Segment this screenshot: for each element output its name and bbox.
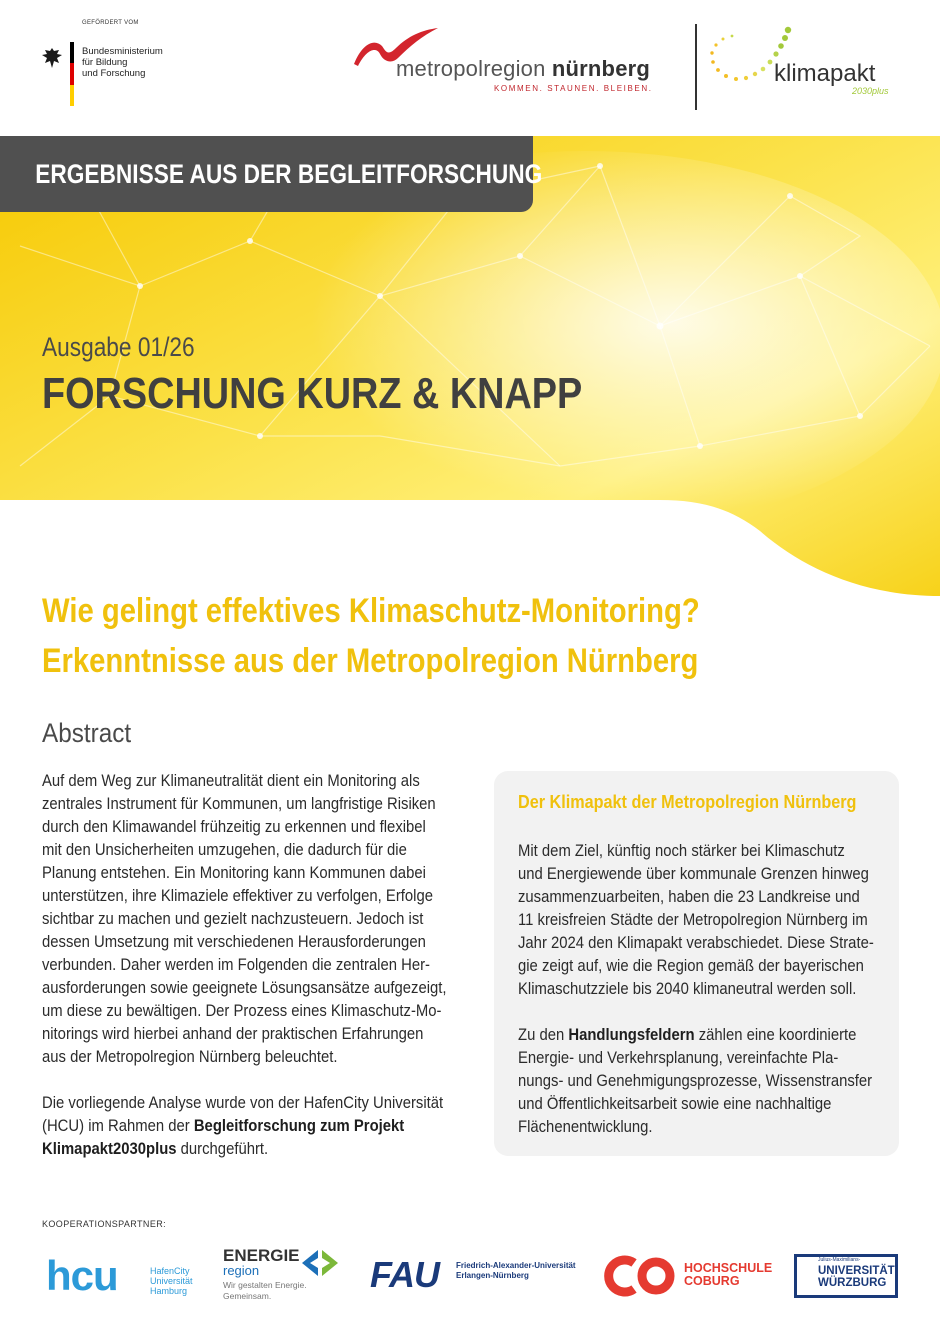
abstract-line: Auf dem Weg zur Klimaneutralität dient ein Monitoring als (42, 772, 420, 790)
abstract-line: unterstützen, ihre Klimaziele effektiver zu verfolgen, Erfolge (42, 887, 433, 905)
info-box-heading: Der Klimapakt der Metropolregion Nürnberg (518, 792, 857, 812)
abstract-line: dessen Umsetzung mit verschiedenen Herausforderungen (42, 933, 426, 951)
info-line: zusammenzuarbeiten, haben die 23 Landkreise und (518, 888, 860, 906)
abstract-line: um diese zu bewältigen. Der Prozess eines Klimaschutz-Mo- (42, 1002, 442, 1020)
abstract-line: Klimapakt2030plus durchgeführt. (42, 1140, 269, 1158)
article-headline (42, 586, 700, 686)
info-line: gie zeigt auf, wie die Region gemäß der bayerischen (518, 957, 864, 975)
abstract-line: ausforderungen sowie geeignete Lösungsansätze aufgezeigt, (42, 979, 447, 997)
info-line: 11 kreisfreien Städte der Metropolregion Nürnberg im (518, 911, 868, 929)
abstract-line: zentrales Instrument für Kommunen, um langfristige Risiken (42, 795, 436, 813)
klimapakt-logo-suffix: 2030plus (852, 86, 889, 96)
abstract-line: nitorings wird hierbei anhand der praktischen Erfahrungen (42, 1025, 424, 1043)
info-line: Klimaschutzziele bis 2040 klimaneutral werden soll. (518, 980, 857, 998)
abstract-line: Die vorliegende Analyse wurde von der HafenCity Universität (42, 1094, 444, 1112)
abstract-line: Planung entstehen. Ein Monitoring kann Kommunen dabei (42, 864, 426, 882)
abstract-heading: Abstract (42, 718, 132, 748)
publication-title: FORSCHUNG KURZ & KNAPP (42, 369, 583, 418)
fau-logo-text: Friedrich-Alexander-Universität Erlangen-Nürnberg (456, 1261, 576, 1280)
abstract-line: sichtbar zu machen und gezielt nachzusteuern. Jedoch ist (42, 910, 424, 928)
wuerzburg-logo-text: UNIVERSITÄT WÜRZBURG (818, 1265, 895, 1289)
abstract-line: (HCU) im Rahmen der Begleitforschung zum Projekt (42, 1117, 405, 1135)
energieregion-logo-region: region (223, 1263, 260, 1278)
bmbf-funded-by: GEFÖRDERT VOM (82, 20, 139, 26)
hcu-logo-text: HafenCity Universität Hamburg (150, 1266, 193, 1296)
info-line: Mit dem Ziel, künftig noch stärker bei Klimaschutz (518, 842, 845, 860)
energieregion-arrows-icon (296, 1246, 344, 1280)
coburg-logo-text: HOCHSCHULE COBURG (684, 1261, 773, 1288)
header-divider (695, 24, 697, 110)
headline-line-2: Erkenntnisse aus der Metropolregion Nürnberg (42, 642, 699, 680)
federal-eagle-icon (40, 46, 64, 70)
banner-text: ERGEBNISSE AUS DER BEGLEITFORSCHUNG (35, 158, 543, 189)
info-line: und Energiewende über kommunale Grenzen hinweg (518, 865, 869, 883)
abstract-text (42, 770, 492, 1161)
german-flag-stripe (70, 42, 74, 106)
energieregion-logo-slogan: Wir gestalten Energie. Gemeinsam. (223, 1280, 307, 1301)
info-line: Energie- und Verkehrsplanung, vereinfachte Pla- (518, 1049, 839, 1067)
fau-logo-mark: FAU (370, 1254, 439, 1295)
energieregion-logo-title: ENERGIE (223, 1246, 300, 1265)
abstract-line: durch den Klimawandel frühzeitig zu erkennen und flexibel (42, 818, 426, 836)
klimapakt-logo-text: klimapakt (774, 60, 876, 87)
coburg-logo-icon (604, 1255, 678, 1297)
info-line: nungs- und Genehmigungsprozesse, Wissenstransfer (518, 1072, 873, 1090)
partners-label: KOOPERATIONSPARTNER: (42, 1219, 167, 1229)
abstract-line: aus der Metropolregion Nürnberg beleuchtet. (42, 1048, 338, 1066)
hcu-logo-mark: hcu (46, 1252, 118, 1299)
info-box-text (518, 840, 913, 1139)
info-line: Flächenentwicklung. (518, 1118, 653, 1136)
headline-line-1: Wie gelingt effektives Klimaschutz-Monitoring? (42, 592, 700, 630)
info-line: Zu den Handlungsfeldern zählen eine koordinierte (518, 1026, 857, 1044)
abstract-line: verbunden. Daher werden im Folgenden die zentralen Her- (42, 956, 430, 974)
wuerzburg-logo-small: Julius-Maximilians- (818, 1257, 861, 1263)
info-line: und Öffentlichkeitsarbeit sowie eine nachhaltige (518, 1095, 832, 1113)
section-banner (0, 136, 543, 212)
abstract-line: mit den Unsicherheiten umzugehen, die dadurch für die (42, 841, 407, 859)
info-line: Jahr 2024 den Klimapakt verabschiedet. Diese Strate- (518, 934, 874, 952)
metropolregion-tagline: KOMMEN. STAUNEN. BLEIBEN. (494, 84, 653, 93)
bmbf-logo-text: Bundesministerium für Bildung und Forschung (82, 46, 163, 79)
issue-number: Ausgabe 01/26 (42, 332, 195, 362)
metropolregion-logo-text: metropolregion nürnberg (396, 56, 651, 81)
